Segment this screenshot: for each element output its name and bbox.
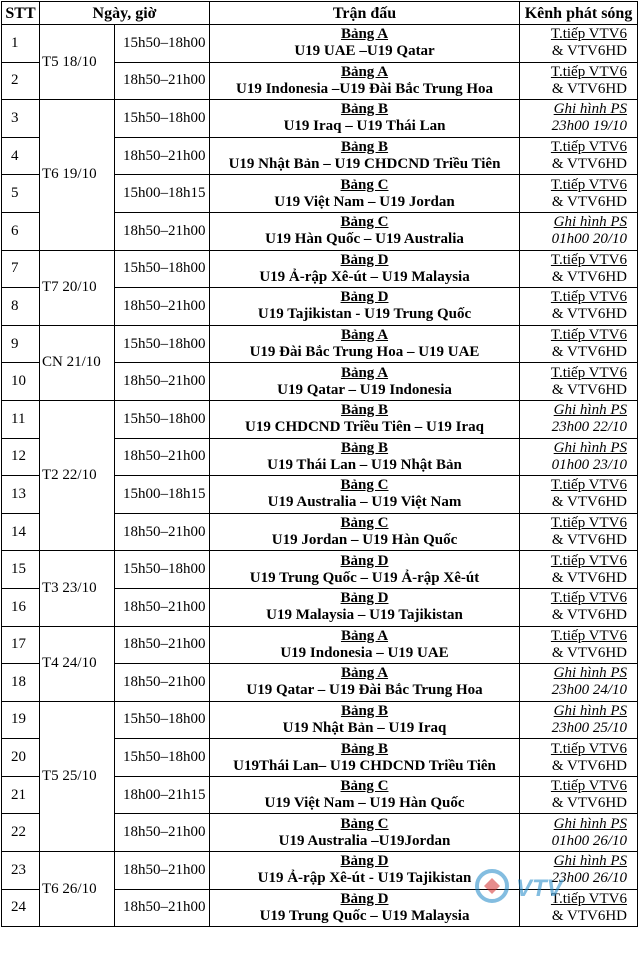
row-match [210,852,520,890]
row-time: 18h50–21h00 [115,438,210,476]
broadcast-line-2: & VTV6HD [551,907,628,924]
match-teams: U19 Nhật Bản – U19 Iraq [282,719,447,736]
row-day: CN 21/10 [40,325,115,400]
match-teams: U19 Hàn Quốc – U19 Australia [265,231,464,248]
row-stt: 6 [2,212,40,250]
row-day: T6 19/10 [40,100,115,250]
match-teams: U19 Ả-rập Xê-út – U19 Malaysia [259,268,470,285]
row-stt: 1 [2,25,40,63]
header-broadcast: Kênh phát sóng [520,2,638,25]
row-time: 15h50–18h00 [115,325,210,363]
row-time: 18h50–21h00 [115,363,210,401]
row-day: T4 24/10 [40,626,115,701]
row-match [210,288,520,326]
row-match [210,889,520,927]
row-stt: 4 [2,137,40,175]
row-stt: 20 [2,739,40,777]
broadcast-line-1: T.tiếp VTV6 [550,364,628,381]
row-time: 15h00–18h15 [115,175,210,213]
broadcast-line-2: & VTV6HD [551,532,628,549]
match-teams: U19 Nhật Bản – U19 CHDCND Triều Tiên [228,156,501,173]
row-match [210,363,520,401]
match-teams: U19 Indonesia –U19 Đài Bắc Trung Hoa [236,80,494,97]
row-broadcast [520,551,638,589]
row-match [210,62,520,100]
match-teams: U19 Jordan – U19 Hàn Quốc [271,532,458,549]
broadcast-line-1: Ghi hình PS [553,815,628,832]
broadcast-line-1: Ghi hình PS [553,402,628,419]
broadcast-line-1: Ghi hình PS [553,853,628,870]
broadcast-line-1: Ghi hình PS [553,101,628,118]
row-match [210,701,520,739]
row-match [210,776,520,814]
row-stt: 3 [2,100,40,138]
row-match [210,513,520,551]
broadcast-line-1: Ghi hình PS [553,214,628,231]
match-group: Bảng D [340,251,389,268]
match-teams: U19 Iraq – U19 Thái Lan [283,118,446,135]
row-match [210,588,520,626]
broadcast-line-1: T.tiếp VTV6 [550,477,628,494]
row-day: T6 26/10 [40,852,115,927]
broadcast-line-1: T.tiếp VTV6 [550,627,628,644]
row-time: 18h50–21h00 [115,664,210,702]
row-broadcast [520,626,638,664]
broadcast-line-1: T.tiếp VTV6 [550,63,628,80]
row-day: T5 18/10 [40,25,115,100]
table-row [2,701,638,739]
row-stt: 19 [2,701,40,739]
row-day: T5 25/10 [40,701,115,851]
row-broadcast [520,776,638,814]
row-match [210,400,520,438]
broadcast-line-2: & VTV6HD [551,43,628,60]
match-group: Bảng D [340,590,389,607]
row-time: 18h50–21h00 [115,814,210,852]
match-group: Bảng D [340,289,389,306]
broadcast-line-1: Ghi hình PS [553,702,628,719]
match-group: Bảng D [340,853,389,870]
row-time: 18h50–21h00 [115,62,210,100]
row-broadcast [520,739,638,777]
row-broadcast [520,701,638,739]
match-group: Bảng C [340,815,389,832]
row-broadcast [520,25,638,63]
row-match [210,175,520,213]
match-group: Bảng B [340,702,389,719]
row-time: 15h50–18h00 [115,250,210,288]
broadcast-line-2: & VTV6HD [551,268,628,285]
table-row [2,551,638,589]
match-group: Bảng B [340,139,389,156]
match-group: Bảng C [340,214,389,231]
match-teams: U19Thái Lan– U19 CHDCND Triều Tiên [233,757,496,774]
broadcast-line-2: 23h00 24/10 [551,682,628,699]
match-teams: U19 Ả-rập Xê-út - U19 Tajikistan [257,870,472,887]
table-row [2,852,638,890]
broadcast-line-2: & VTV6HD [551,344,628,361]
match-group: Bảng A [340,63,389,80]
table-row [2,626,638,664]
broadcast-line-2: & VTV6HD [551,381,628,398]
row-time: 18h50–21h00 [115,626,210,664]
row-match [210,212,520,250]
row-stt: 13 [2,476,40,514]
row-time: 15h50–18h00 [115,701,210,739]
row-match [210,325,520,363]
row-time: 18h50–21h00 [115,513,210,551]
match-group: Bảng A [340,364,389,381]
broadcast-line-1: T.tiếp VTV6 [550,515,628,532]
header-date: Ngày, giờ [40,2,210,25]
row-stt: 2 [2,62,40,100]
match-teams: U19 Việt Nam – U19 Jordan [274,193,455,210]
match-group: Bảng C [340,515,389,532]
row-stt: 18 [2,664,40,702]
broadcast-line-2: 01h00 26/10 [551,832,628,849]
row-broadcast [520,62,638,100]
row-time: 18h50–21h00 [115,588,210,626]
row-stt: 5 [2,175,40,213]
row-time: 18h50–21h00 [115,288,210,326]
row-stt: 17 [2,626,40,664]
row-match [210,626,520,664]
table-row [2,400,638,438]
broadcast-line-1: Ghi hình PS [553,439,628,456]
header-row [2,2,638,25]
row-broadcast [520,852,638,890]
row-time: 18h50–21h00 [115,212,210,250]
broadcast-line-2: & VTV6HD [551,757,628,774]
match-teams: U19 Trung Quốc – U19 Ả-rập Xê-út [249,569,480,586]
row-stt: 10 [2,363,40,401]
row-broadcast [520,212,638,250]
row-match [210,739,520,777]
match-teams: U19 Qatar – U19 Đài Bắc Trung Hoa [246,682,483,699]
row-broadcast [520,476,638,514]
row-time: 18h50–21h00 [115,889,210,927]
row-broadcast [520,325,638,363]
row-broadcast [520,363,638,401]
match-teams: U19 CHDCND Triều Tiên – U19 Iraq [245,419,484,436]
broadcast-line-1: T.tiếp VTV6 [550,740,628,757]
row-time: 18h50–21h00 [115,137,210,175]
row-broadcast [520,137,638,175]
row-broadcast [520,889,638,927]
match-teams: U19 Việt Nam – U19 Hàn Quốc [264,795,465,812]
row-broadcast [520,175,638,213]
row-day: T3 23/10 [40,551,115,626]
row-time: 15h50–18h00 [115,100,210,138]
row-broadcast [520,100,638,138]
row-broadcast [520,250,638,288]
row-time: 18h50–21h00 [115,852,210,890]
broadcast-line-1: T.tiếp VTV6 [550,327,628,344]
broadcast-line-2: 23h00 25/10 [551,719,628,736]
row-stt: 7 [2,250,40,288]
row-match [210,137,520,175]
row-stt: 8 [2,288,40,326]
row-broadcast [520,513,638,551]
broadcast-line-2: 01h00 20/10 [551,231,628,248]
broadcast-line-1: T.tiếp VTV6 [550,26,628,43]
broadcast-line-2: 23h00 19/10 [551,118,628,135]
table-row [2,325,638,363]
row-match [210,551,520,589]
match-group: Bảng B [340,439,389,456]
row-stt: 24 [2,889,40,927]
row-match [210,438,520,476]
match-teams: U19 UAE –U19 Qatar [294,43,435,60]
row-stt: 9 [2,325,40,363]
match-group: Bảng B [340,740,389,757]
row-broadcast [520,438,638,476]
broadcast-line-2: 23h00 26/10 [551,870,628,887]
match-teams: U19 Tajikistan - U19 Trung Quốc [257,306,472,323]
broadcast-line-1: Ghi hình PS [553,665,628,682]
broadcast-line-1: T.tiếp VTV6 [550,778,628,795]
broadcast-line-1: T.tiếp VTV6 [550,552,628,569]
broadcast-line-2: & VTV6HD [551,306,628,323]
table-row [2,250,638,288]
broadcast-line-2: & VTV6HD [551,494,628,511]
match-group: Bảng C [340,176,389,193]
row-stt: 14 [2,513,40,551]
broadcast-line-1: T.tiếp VTV6 [550,139,628,156]
row-match [210,250,520,288]
broadcast-line-2: & VTV6HD [551,607,628,624]
broadcast-line-2: & VTV6HD [551,795,628,812]
row-broadcast [520,288,638,326]
match-group: Bảng A [340,327,389,344]
row-time: 18h00–21h15 [115,776,210,814]
match-teams: U19 Qatar – U19 Indonesia [277,381,452,398]
row-time: 15h50–18h00 [115,739,210,777]
match-teams: U19 Malaysia – U19 Tajikistan [266,607,463,624]
svg-text:VTV: VTV [516,875,563,902]
broadcast-line-2: & VTV6HD [551,193,628,210]
table-row [2,100,638,138]
row-broadcast [520,400,638,438]
row-match [210,814,520,852]
row-match [210,25,520,63]
match-group: Bảng C [340,778,389,795]
row-match [210,664,520,702]
broadcast-line-2: & VTV6HD [551,569,628,586]
header-stt: STT [2,2,40,25]
broadcast-line-1: T.tiếp VTV6 [550,890,628,907]
broadcast-line-2: & VTV6HD [551,80,628,97]
row-day: T7 20/10 [40,250,115,325]
match-teams: U19 Indonesia – U19 UAE [280,644,449,661]
row-stt: 21 [2,776,40,814]
header-match: Trận đấu [210,2,520,25]
row-match [210,100,520,138]
table-row [2,25,638,63]
broadcast-line-2: & VTV6HD [551,644,628,661]
match-group: Bảng D [340,890,389,907]
match-teams: U19 Đài Bắc Trung Hoa – U19 UAE [249,344,480,361]
row-broadcast [520,588,638,626]
match-group: Bảng C [340,477,389,494]
row-stt: 22 [2,814,40,852]
broadcast-line-1: T.tiếp VTV6 [550,289,628,306]
row-stt: 12 [2,438,40,476]
row-match [210,476,520,514]
row-broadcast [520,814,638,852]
match-group: Bảng B [340,101,389,118]
row-stt: 15 [2,551,40,589]
row-day: T2 22/10 [40,400,115,550]
match-teams: U19 Thái Lan – U19 Nhật Bản [267,456,462,473]
row-stt: 11 [2,400,40,438]
row-stt: 16 [2,588,40,626]
row-time: 15h50–18h00 [115,400,210,438]
match-group: Bảng A [340,26,389,43]
broadcast-line-2: 01h00 23/10 [551,456,628,473]
row-broadcast [520,664,638,702]
broadcast-line-2: & VTV6HD [551,156,628,173]
row-stt: 23 [2,852,40,890]
broadcast-line-2: 23h00 22/10 [551,419,628,436]
match-teams: U19 Australia – U19 Việt Nam [267,494,462,511]
match-group: Bảng B [340,402,389,419]
broadcast-line-1: T.tiếp VTV6 [550,176,628,193]
schedule-table [1,1,638,927]
broadcast-line-1: T.tiếp VTV6 [550,251,628,268]
match-group: Bảng D [340,552,389,569]
match-teams: U19 Australia –U19Jordan [278,832,451,849]
schedule-body [2,25,638,927]
match-group: Bảng A [340,627,389,644]
match-teams: U19 Trung Quốc – U19 Malaysia [259,907,470,924]
match-group: Bảng A [340,665,389,682]
broadcast-line-1: T.tiếp VTV6 [550,590,628,607]
row-time: 15h00–18h15 [115,476,210,514]
row-time: 15h50–18h00 [115,25,210,63]
row-time: 15h50–18h00 [115,551,210,589]
